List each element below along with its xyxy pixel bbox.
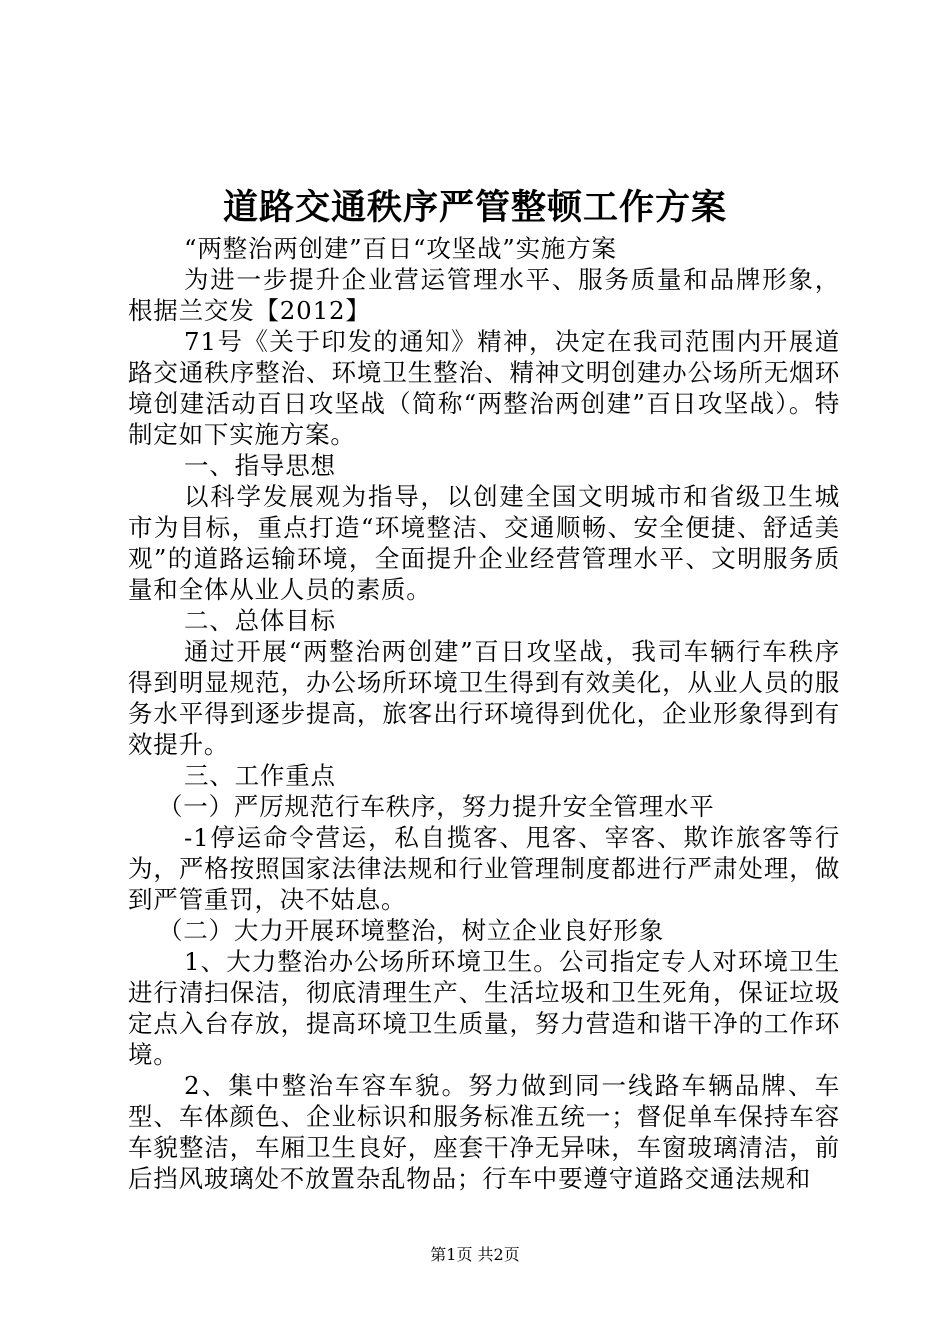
subtitle-paragraph: “两整治两创建”百日“攻坚战”实施方案 [184,234,617,263]
subsection-heading-traffic-order: （一）严厉规范行车秩序，努力提升安全管理水平 [158,792,715,821]
environment-item-2-paragraph: 2、集中整治车容车貌。努力做到同一线路车辆品牌、车型、车体颜色、企业标识和服务标准五统一；督促单车保持车容车貌整洁，车厢卫生良好，座套干净无异味，车窗玻璃清洁，前后挡风玻璃处不放置杂乱物品；行车中要遵守道路交通法规和 [128,1071,840,1193]
environment-item-1-paragraph: 1、大力整治办公场所环境卫生。公司指定专人对环境卫生进行清扫保洁，彻底清理生产、生活垃圾和卫生死角，保证垃圾定点入台存放，提高环境卫生质量，努力营造和谐干净的工作环境。 [128,947,840,1069]
section-heading-work-focus: 三、工作重点 [184,761,336,790]
guiding-thought-paragraph: 以科学发展观为指导，以创建全国文明城市和省级卫生城市为目标，重点打造“环境整洁、交通顺畅、安全便捷、舒适美观”的道路运输环境，全面提升企业经营管理水平、文明服务质量和全体从业人员的素质。 [128,482,841,604]
overall-goal-paragraph: 通过开展“两整治两创建”百日攻坚战，我司车辆行车秩序得到明显规范，办公场所环境卫生得到有效美化，从业人员的服务水平得到逐步提高，旅客出行环境得到优化，企业形象得到有效提升。 [128,637,840,759]
document-body [128,233,840,1194]
section-heading-guiding-thought: 一、指导思想 [184,451,336,480]
intro-continued-paragraph: 71号《关于印发的通知》精神，决定在我司范围内开展道路交通秩序整治、环境卫生整治、精神文明创建办公场所无烟环境创建活动百日攻坚战（简称“两整治两创建”百日攻坚战）。特制定如下实施方案。 [128,327,840,449]
page-footer: 第1页 共2页 [430,1245,520,1264]
traffic-order-paragraph: -1停运命令营运，私自揽客、甩客、宰客、欺诈旅客等行为，严格按照国家法律法规和行业管理制度都进行严肃处理，做到严管重罚，决不姑息。 [128,823,840,914]
subsection-heading-environment: （二）大力开展环境整治，树立企业良好形象 [158,916,664,945]
section-heading-overall-goal: 二、总体目标 [184,606,336,635]
intro-paragraph: 为进一步提升企业营运管理水平、服务质量和品牌形象，根据兰交发【2012】 [128,265,840,325]
document-title: 道路交通秩序严管整顿工作方案 [222,187,727,228]
